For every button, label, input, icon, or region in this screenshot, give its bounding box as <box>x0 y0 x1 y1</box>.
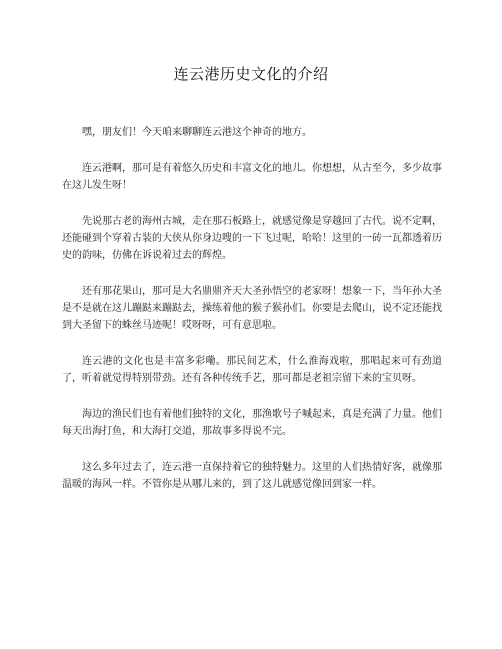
document-body <box>62 124 442 512</box>
paragraph-6: 海边的渔民们也有着他们独特的文化，那渔歌号子喊起来，真是充满了力量。他们每天出海打鱼，和大海打交道，那故事多得说不完。 <box>62 409 442 437</box>
paragraph-7: 这么多年过去了，连云港一直保持着它的独特魅力。这里的人们热情好客，就像那温暖的海风一样。不管你是从哪儿来的，到了这儿就感觉像回到家一样。 <box>62 462 442 490</box>
paragraph-4: 还有那花果山，那可是大名鼎鼎齐天大圣孙悟空的老家呀！想象一下，当年孙大圣是不是就在这儿蹦跶来蹦跶去，操练着他的猴子猴孙们。你要是去爬山，说不定还能找到大圣留下的蛛丝马迹呢！哎呀呀，可有意思啦。 <box>62 286 442 331</box>
paragraph-2: 连云港啊，那可是有着悠久历史和丰富文化的地儿。你想想，从古至今，多少故事在这儿发生呀！ <box>62 163 442 191</box>
paragraph-3: 先说那古老的海州古城，走在那石板路上，就感觉像是穿越回了古代。说不定啊，还能碰到个穿着古装的大侠从你身边嗖的一下飞过呢，哈哈！这里的一砖一瓦都透着历史的韵味，仿佛在诉说着过去的辉煌。 <box>62 216 442 261</box>
document-title: 连云港历史文化的介绍 <box>173 65 329 83</box>
paragraph-5: 连云港的文化也是丰富多彩嘞。那民间艺术，什么淮海戏啦，那唱起来可有劲道了，听着就觉得特别带劲。还有各种传统手艺，那可都是老祖宗留下来的宝贝呀。 <box>62 356 442 384</box>
paragraph-1: 嘿，朋友们！今天咱来聊聊连云港这个神奇的地方。 <box>82 127 312 138</box>
